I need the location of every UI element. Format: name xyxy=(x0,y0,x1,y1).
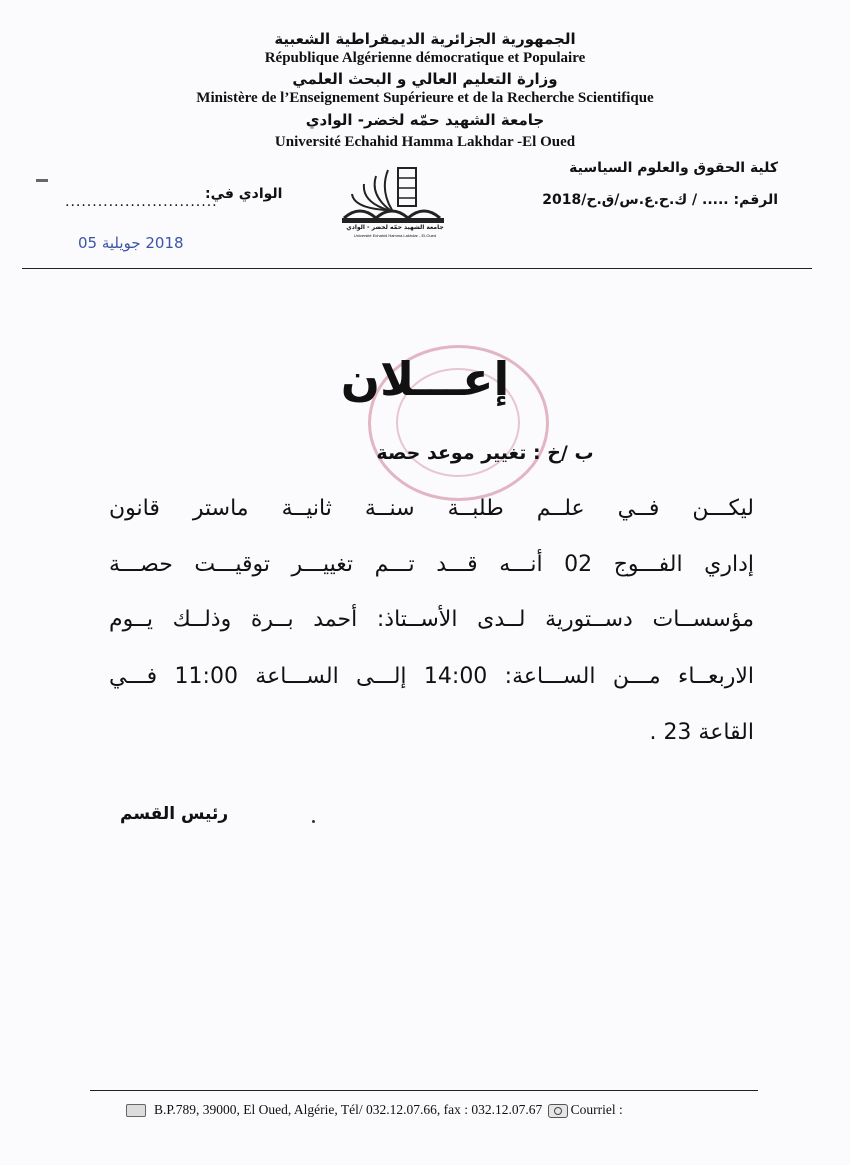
received-date-stamp: 2018 جويلية 05 xyxy=(78,234,184,252)
announcement-line-3: مؤسســات دســتورية لــدى الأســتاذ: أحمد بــرة وذلــك يــوم xyxy=(109,607,754,632)
header-ministry-fr: Ministère de l’Enseignement Supérieure et de la Recherche Scientifique xyxy=(196,90,654,106)
header-university-ar: جامعة الشهيد حمّه لخضر- الوادي xyxy=(305,111,545,129)
announcement-line-1: ليكـــن فــي علــم طلبــة سنــة ثانيــة ماستر قانون xyxy=(109,496,754,521)
header-republic-fr: République Algérienne démocratique et Populaire xyxy=(264,50,586,66)
header-divider xyxy=(22,268,812,269)
announcement-line-4: الاربعــاء مـــن الســـاعة: 14:00 إلـــى الســـاعة 11:00 فـــي xyxy=(109,664,755,689)
university-logo xyxy=(340,160,450,240)
announcement-line-2: إداري الفـــوج 02 أنـــه قـــد تـــم تغييـــر توقيـــت حصـــة xyxy=(109,552,754,577)
footer-divider xyxy=(90,1090,758,1091)
announcement-title: إعـــلان xyxy=(340,352,510,406)
scan-mark xyxy=(36,179,48,182)
footer-address: B.P.789, 39000, El Oued, Algérie, Tél/ 032.12.07.66, fax : 032.12.07.67 xyxy=(154,1102,543,1117)
header-republic-ar: الجمهورية الجزائرية الديمقراطية الشعبية xyxy=(274,30,576,48)
logo-caption-fr: Université Echahid Hamma Lakhdar - El-Oued xyxy=(353,233,437,238)
footer-courriel-label: Courriel : xyxy=(570,1102,623,1117)
city-date-dots: ............................ xyxy=(65,194,218,210)
logo-caption-ar: جامعة الشهيد حمّه لخضر - الوادي xyxy=(346,224,444,231)
announcement-subject: ب /خ : تغيير موعد حصة xyxy=(376,442,594,464)
reference-number: الرقم: ..... / ك.ح.ع.س/ق.ح/2018 xyxy=(542,192,778,208)
header-ministry-ar: وزارة التعليم العالي و البحث العلمي xyxy=(292,70,558,88)
header-university-fr: Université Echahid Hamma Lakhdar -El Oued xyxy=(274,134,576,150)
faculty-name: كلية الحقوق والعلوم السياسية xyxy=(569,160,778,176)
city-date-label: الوادي في: xyxy=(205,186,283,202)
phone-icon xyxy=(126,1104,146,1117)
announcement-line-5: القاعة 23 . xyxy=(649,720,754,745)
signature-title: رئيس القسم xyxy=(120,804,229,824)
ink-dot xyxy=(312,820,315,823)
university-logo-icon xyxy=(340,160,450,228)
footer-contact xyxy=(126,1102,623,1118)
email-icon xyxy=(548,1104,568,1118)
